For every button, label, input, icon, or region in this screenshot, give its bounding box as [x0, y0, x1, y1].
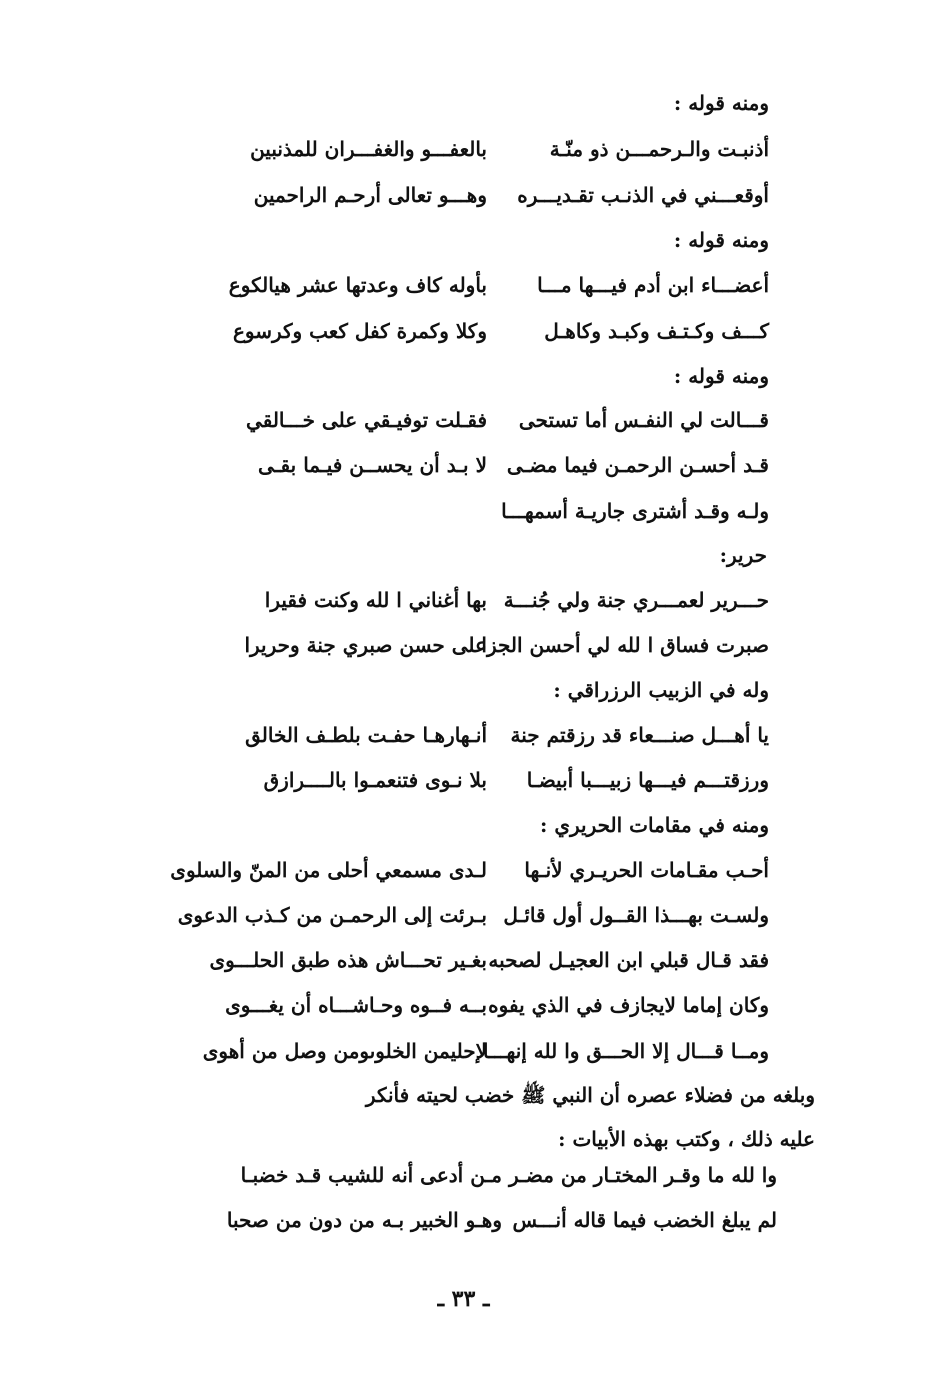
verse-second-hemistich: على حسن صبري جنة وحريرا [244, 633, 487, 657]
verse-second-hemistich: بـرئت إلى الرحمـن من كـذب الدعوى [177, 903, 487, 927]
heading-line: ولـه وقـد أشترى جاريـة أسمهـــا [501, 499, 769, 523]
verse-first-hemistich: قـد أحسـن الرحمـن فيما مضـى [506, 453, 769, 477]
verse-first-hemistich: يا أهـــل صنـــعاء قد رزقتم جنة [510, 723, 769, 747]
heading-line: ومنه قوله : [673, 91, 769, 115]
verse-first-hemistich: أحـب مقـامات الحريـري لأنـها [524, 858, 769, 882]
verse-second-hemistich: وهـــو تعالى أرحـم الراحمين [253, 183, 487, 207]
verse-second-hemistich: وهـو الخبير بـه من دون من صحبا [226, 1208, 502, 1232]
verse-first-hemistich: لم يبلغ الخضب فيما قاله أنـــس [512, 1208, 777, 1232]
verse-second-hemistich: بها أغناني ا لله وكنت فقيرا [264, 588, 487, 612]
heading-line: ومنه قوله : [673, 364, 769, 388]
verse-first-hemistich: قـــالت لي النفـس أما تستحى [518, 408, 769, 432]
verse-second-hemistich: لا بـد أن يحســن فيـما بقـى [258, 453, 487, 477]
verse-second-hemistich: بلا نـوى فتنعمـوا بالــــرازق [263, 768, 487, 792]
verse-second-hemistich: فقـلت توفيـقي على خـــالقي [246, 408, 487, 432]
verse-second-hemistich: بغـير تحـــاش هذه طبق الحلـــوى [209, 948, 487, 972]
verse-second-hemistich: مـن أدعى أنه للشيب قـد خضبـا [240, 1163, 502, 1187]
heading-line: حرير: [719, 543, 767, 567]
verse-first-hemistich: صبرت فساق ا لله لي أحسن الجزا [481, 633, 769, 657]
heading-line: ومنه قوله : [673, 228, 769, 252]
verse-second-hemistich: أنـهارهـا حفـت بلطـف الخالق [245, 723, 487, 747]
verse-first-hemistich: أوقعـــني في الذنـب تقـديـــره [517, 183, 769, 207]
verse-second-hemistich: وكلا وكمرة كفل كعب وكرسوع [232, 319, 487, 343]
verse-second-hemistich: بالعفـــو والغفـــران للمذنبين [250, 137, 487, 161]
verse-first-hemistich: كـــف وكـتـف وكبـد وكاهـل [544, 319, 769, 343]
verse-first-hemistich: أذنبـت والـرحمـــن ذو منّـة [549, 137, 769, 161]
verse-second-hemistich: لـدى مسمعي أحلى من المنّ والسلوى [170, 858, 487, 882]
verse-first-hemistich: وا لله ما وقـر المختـار من مضـر [508, 1163, 777, 1187]
heading-line: وبلغه من فضلاء عصره أن النبي ﷺ خضب لحيته فأنكر [365, 1083, 815, 1107]
verse-first-hemistich: وكان إماما لايجازف في الذي يفوه [488, 993, 769, 1017]
verse-first-hemistich: حـــرير لعمـــري جنة ولي جُنـــة [503, 588, 769, 612]
page-number: ـ ٣٣ ـ [437, 1286, 490, 1312]
verse-first-hemistich: ومــا قـــال إلا الحـــق وا لله إنهـــا [482, 1039, 769, 1063]
verse-first-hemistich: أعضـــاء ابن أدم فيـــها مـــا [537, 273, 769, 297]
verse-first-hemistich: فقد قـال قبلي ابن العجيـل لصحبه [488, 948, 769, 972]
heading-line: وله في الزبيب الرزراقي : [553, 678, 769, 702]
verse-first-hemistich: ورزقتـــم فيـــها زبيـــبا أبيضـا [526, 768, 769, 792]
heading-line: ومنه في مقامات الحريري : [539, 813, 769, 837]
verse-second-hemistich: بــه فــوه وحـاشـــاه أن يغـــوى [225, 993, 487, 1017]
verse-second-hemistich: لإحليمن الخلوىومن وصل من أهوى [202, 1039, 487, 1063]
heading-line: عليه ذلك ، وكتب بهذه الأبيات : [558, 1127, 815, 1151]
verse-first-hemistich: ولسـت بهـــذا القــول أول قائـل [503, 903, 769, 927]
verse-second-hemistich: بأوله كاف وعدتها عشر هيالكوع [228, 273, 487, 297]
